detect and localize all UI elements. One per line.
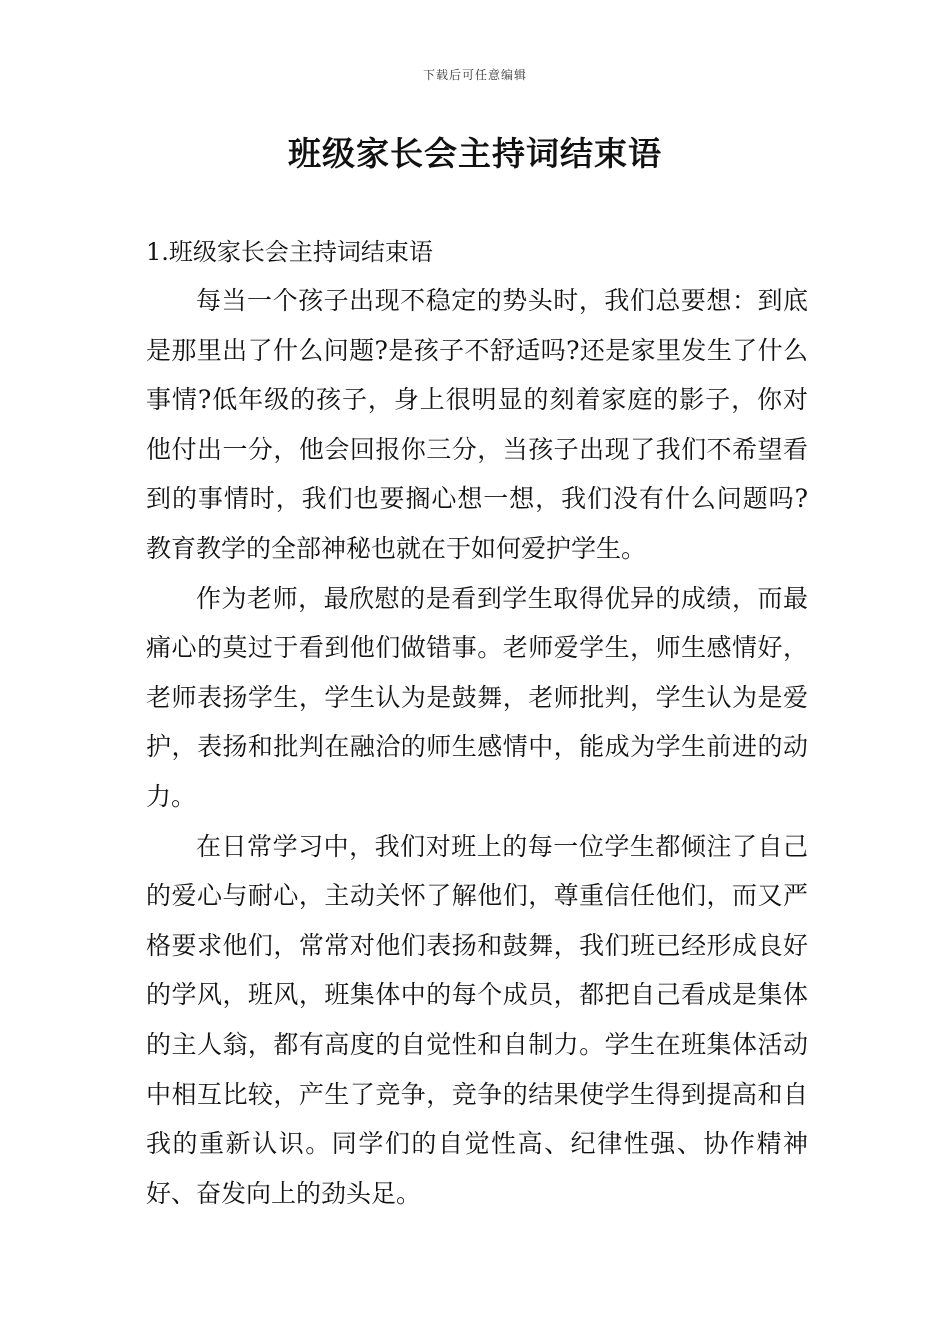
paragraph-2: 作为老师，最欣慰的是看到学生取得优异的成绩，而最痛心的莫过于看到他们做错事。老师爱学生，师生感情好，老师表扬学生，学生认为是鼓舞，老师批判，学生认为是爱护，表扬和批判在融洽的师生感情中，能成为学生前进的动力。 [146, 583, 808, 811]
paragraph-3: 在日常学习中，我们对班上的每一位学生都倾注了自己的爱心与耐心，主动关怀了解他们，尊重信任他们，而又严格要求他们，常常对他们表扬和鼓舞，我们班已经形成良好的学风，班风，班集体中的每个成员，都把自己看成是集体的主人翁，都有高度的自觉性和自制力。学生在班集体活动中相互比较，产生了竞争，竞争的结果使学生得到提高和自我的重新认识。同学们的自觉性高、纪律性强、协作精神好、奋发向上的劲头足。 [146, 831, 808, 1208]
header-note: 下载后可任意编辑 [422, 68, 527, 82]
section-heading: 1.班级家长会主持词结束语 [146, 238, 433, 266]
paragraph-1: 每当一个孩子出现不稳定的势头时，我们总要想：到底是那里出了什么问题?是孩子不舒适吗?还是家里发生了什么事情?低年级的孩子，身上很明显的刻着家庭的影子，你对他付出一分，他会回报你三分，当孩子出现了我们不希望看到的事情时，我们也要搁心想一想，我们没有什么问题吗?教育教学的全部神秘也就在于如何爱护学生。 [146, 286, 808, 563]
page-title: 班级家长会主持词结束语 [288, 134, 662, 173]
body-text [146, 276, 808, 1218]
